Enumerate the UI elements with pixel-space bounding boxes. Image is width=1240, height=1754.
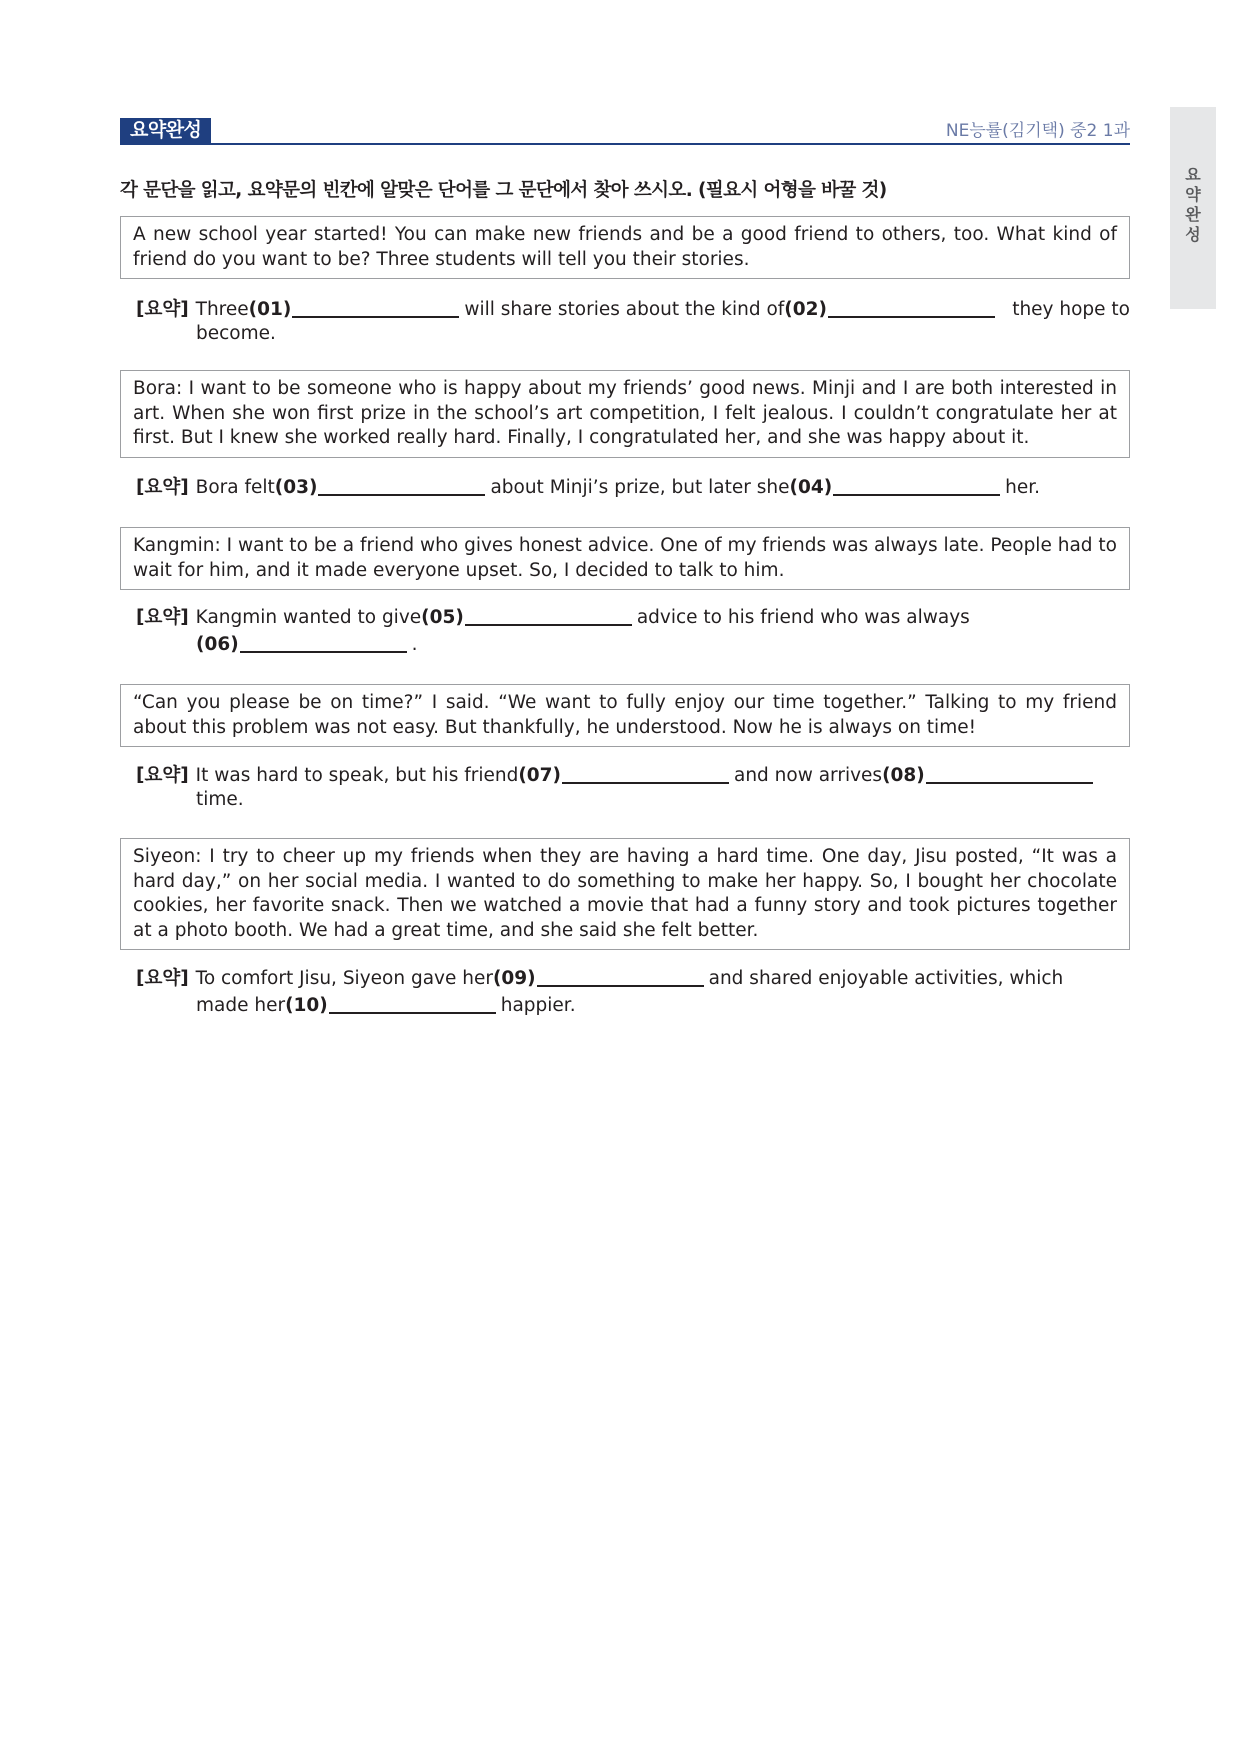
- blank-number: (09): [492, 968, 536, 989]
- summary-text: .: [411, 634, 418, 655]
- answer-blank[interactable]: [926, 782, 1093, 784]
- summary-text: her.: [1005, 477, 1041, 498]
- summary-text: about Minji’s prize, but later she: [490, 477, 790, 498]
- answer-blank[interactable]: [465, 624, 632, 626]
- summary-text: and now arrives: [733, 765, 883, 786]
- summary-text: It was hard to speak, but his friend: [195, 765, 519, 786]
- side-tab-char: 성: [1185, 225, 1201, 244]
- blank-number: (01): [248, 299, 292, 320]
- answer-blank[interactable]: [833, 494, 1000, 496]
- summary-1: [136, 296, 1130, 345]
- side-tab-char: 약: [1185, 185, 1201, 204]
- passage-2: Bora: I want to be someone who is happy about my friends’ good news. Minji and I are both interested in art. When she won first prize in the school’s art competition, I felt jealous. I couldn’t congratulate her at first. But I knew she worked really hard. Finally, I congratulated her, and she was happy about it.: [120, 370, 1130, 458]
- summary-text: made her: [196, 995, 286, 1016]
- summary-tag: [요약]: [136, 968, 189, 989]
- passage-3: Kangmin: I want to be a friend who gives honest advice. One of my friends was always late. People had to wait for him, and it made everyone upset. So, I decided to talk to him.: [120, 527, 1130, 590]
- summary-text: Bora felt: [195, 477, 275, 498]
- side-tab-char: 완: [1185, 205, 1201, 224]
- summary-4: [136, 762, 1130, 811]
- answer-blank[interactable]: [537, 985, 704, 987]
- summary-text: time.: [196, 789, 244, 810]
- blank-number: (02): [784, 299, 827, 320]
- summary-text: Kangmin wanted to give: [195, 607, 422, 628]
- summary-text: advice to his friend who was always: [636, 607, 970, 628]
- instruction: 각 문단을 읽고, 요약문의 빈칸에 알맞은 단어를 그 문단에서 찾아 쓰시오. (필요시 어형을 바꿀 것): [120, 180, 887, 201]
- summary-tag: [요약]: [136, 607, 189, 628]
- summary-text: Three: [195, 299, 249, 320]
- summary-tag: [요약]: [136, 299, 189, 320]
- side-tab-char: 요: [1185, 165, 1201, 184]
- blank-number: (05): [421, 607, 464, 628]
- blank-number: (06): [196, 634, 239, 655]
- summary-2: [136, 474, 1130, 501]
- summary-tag: [요약]: [136, 477, 189, 498]
- answer-blank[interactable]: [292, 316, 459, 318]
- summary-text: they hope to: [1012, 299, 1130, 320]
- blank-number: (10): [285, 995, 328, 1016]
- passage-4: “Can you please be on time?” I said. “We want to fully enjoy our time together.” Talking to my friend about this problem was not easy. But thankfully, he understood. Now he is always on time!: [120, 684, 1130, 747]
- answer-blank[interactable]: [562, 782, 729, 784]
- passage-5: Siyeon: I try to cheer up my friends when they are having a hard time. One day, Jisu posted, “It was a hard day,” on her social media. I wanted to do something to make her happy. So, I bought her chocolate cookies, her favorite snack. Then we watched a movie that had a funny story and took pictures together at a photo booth. We had a great time, and she said she felt better.: [120, 838, 1130, 950]
- summary-text: happier.: [500, 995, 576, 1016]
- passage-1: A new school year started! You can make new friends and be a good friend to others, too. What kind of friend do you want to be? Three students will tell you their stories.: [120, 216, 1130, 279]
- answer-blank[interactable]: [828, 316, 995, 318]
- blank-number: (03): [274, 477, 318, 498]
- blank-number: (04): [789, 477, 833, 498]
- textbook-source: NE능률(김기택) 중2 1과: [945, 121, 1130, 141]
- answer-blank[interactable]: [318, 494, 485, 496]
- side-tab: [1170, 107, 1216, 309]
- summary-3: [136, 604, 1130, 658]
- summary-text: To comfort Jisu, Siyeon gave her: [195, 968, 493, 989]
- blank-number: (07): [518, 765, 561, 786]
- summary-tag: [요약]: [136, 765, 189, 786]
- summary-text: will share stories about the kind of: [464, 299, 785, 320]
- section-tag: 요약완성: [120, 118, 211, 143]
- blank-number: (08): [882, 765, 925, 786]
- answer-blank[interactable]: [240, 651, 407, 653]
- summary-text: and shared enjoyable activities, which: [708, 968, 1064, 989]
- header-divider: [120, 143, 1130, 145]
- summary-5: [136, 965, 1130, 1019]
- summary-text: become.: [196, 323, 276, 344]
- answer-blank[interactable]: [329, 1012, 496, 1014]
